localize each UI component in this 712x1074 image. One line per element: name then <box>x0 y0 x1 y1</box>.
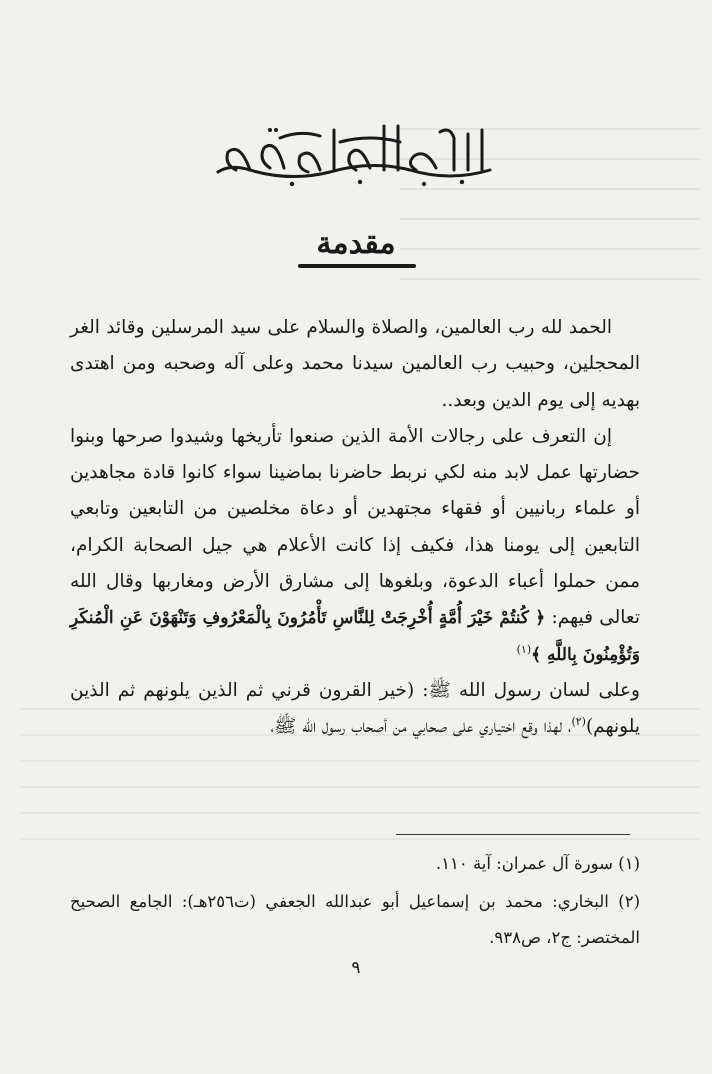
basmala-calligraphy <box>200 112 510 192</box>
paragraph-1: الحمد لله رب العالمين، والصلاة والسلام على سيد المرسلين وقائد الغر المحجلين، وحبيب رب العالمين سيدنا محمد وعلى آله وصحبه ومن اهتدى بهديه إلى يوم الدين وبعد.. <box>70 317 640 411</box>
hadith-text: وعلى لسان رسول الله ﷺ: (خير القرون قرني ثم الذين يلونهم ثم الذين يلونهم) <box>70 679 640 738</box>
body-text <box>70 310 640 746</box>
footnote-2: (٢) البخاري: محمد بن إسماعيل أبو عبدالله الجعفي (ت٢٥٦هـ): الجامع الصحيح المختصر: ج٢، ص٩٣٨. <box>70 892 640 947</box>
footnote-separator <box>396 834 630 835</box>
quran-verse: ﴿ كُنتُمْ خَيْرَ أُمَّةٍ أُخْرِجَتْ لِلنَّاسِ تَأْمُرُونَ بِالْمَعْرُوفِ وَتَنْهَوْنَ عَنِ الْمُنكَرِ وَتُؤْمِنُونَ بِاللَّهِ ﴾ <box>70 608 640 665</box>
footnote-ref-2: (٢) <box>571 715 586 729</box>
footnotes <box>70 846 640 958</box>
footnote-1: (١) سورة آل عمران: آية ١١٠. <box>435 854 640 873</box>
paragraph-3 <box>70 673 640 746</box>
page-number: ٩ <box>351 958 361 978</box>
paragraph-2-text: إن التعرف على رجالات الأمة الذين صنعوا تأريخها وشيدوا صرحها وبنوا حضارتها عمل لابد منه لكي نربط حاضرنا بماضينا سواء كانوا قادة مجاهدين أو علماء ربانيين أو فقهاء مجتهدين أو دعاة مخلصين من التابعين وتابعي التابعين إلى يومنا هذا، فكيف إذا كانت الأعلام هي جيل الصحابة الكرام، ممن حملوا أعباء الدعوة، وبلغوها إلى مشارق الأرض ومغاربها وقال الله تعالى فيهم: <box>70 425 640 629</box>
hadith-tail-text: ، لهذا وقع اختياري على صحابي من أصحاب رسول الله ﷺ، <box>270 716 572 738</box>
title-underline <box>298 264 416 268</box>
footnote-ref-1: (١) <box>516 642 532 656</box>
page-title: مقدمة <box>316 226 396 261</box>
paragraph-2 <box>70 419 640 673</box>
